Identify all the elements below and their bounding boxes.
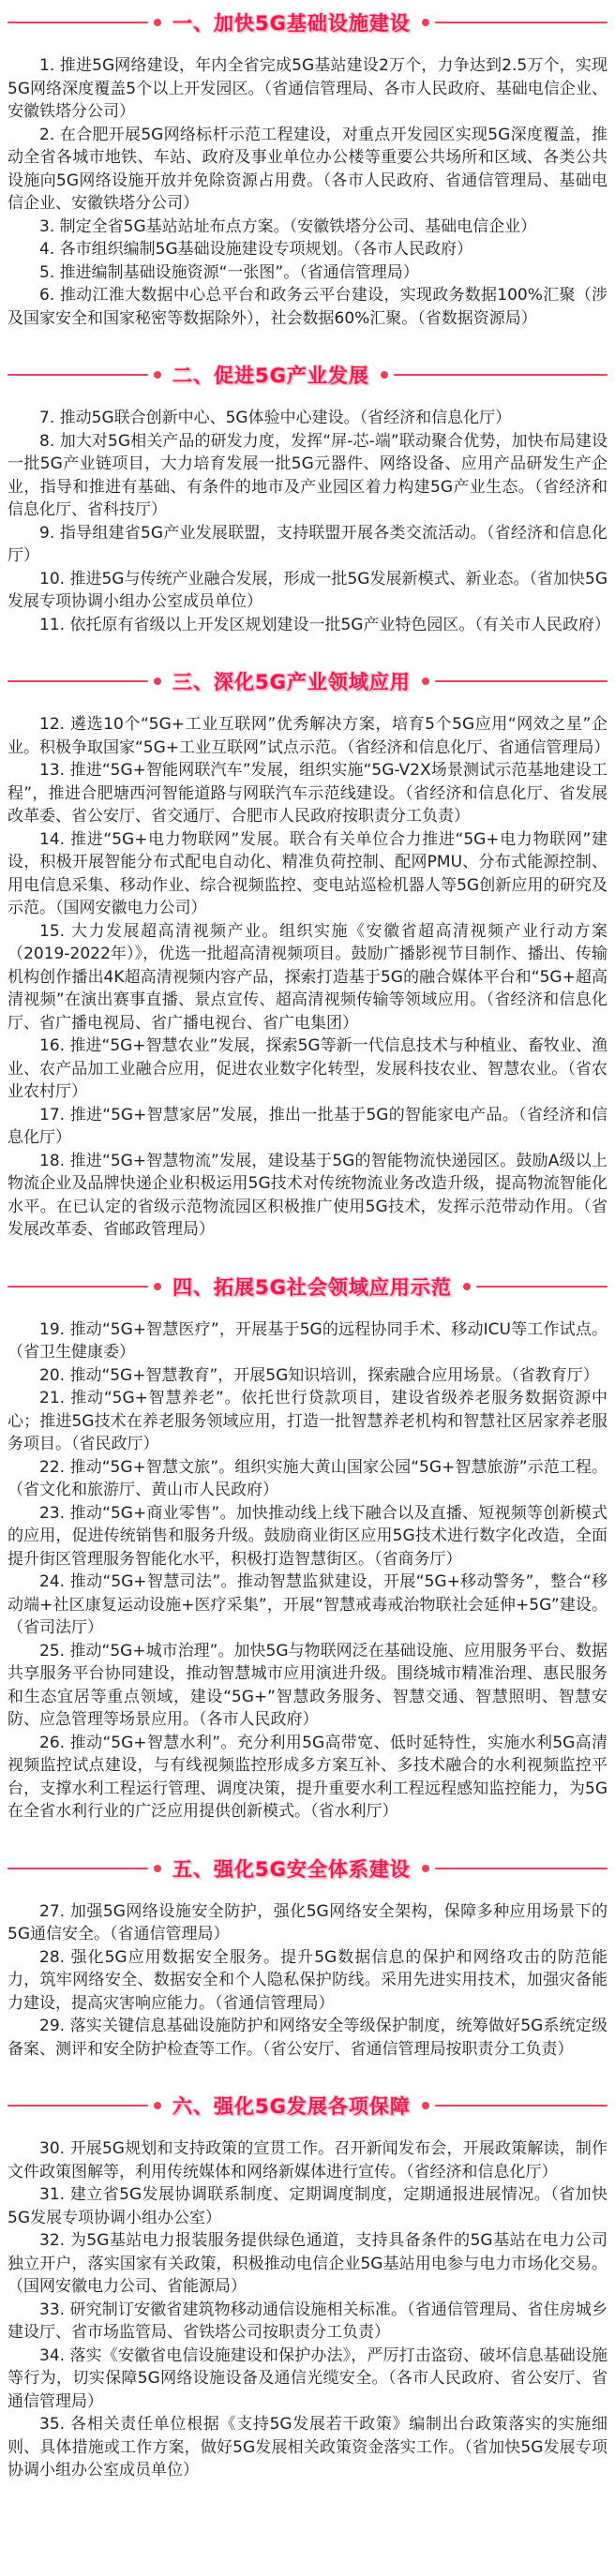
policy-item: 35. 各相关责任单位根据《支持5G发展若干政策》编制出台政策落实的实施细则、具体措施或工作方案，做好5G发展相关政策资金落实工作。（省加快5G发展专项协调小组办公室成员单位） xyxy=(8,2415,608,2479)
policy-item: 29. 落实关键信息基础设施防护和网络安全等级保护制度，统筹做好5G系统定级备案、测评和安全防护检查等工作。（省公安厅、省通信管理局按职责分工负责） xyxy=(8,2017,608,2059)
policy-item: 14. 推进“5G+电力物联网”发展。联合有关单位合力推进“5G+电力物联网”建设，积极开展智能分布式配电自动化、精准负荷控制、配网PMU、分布式能源控制、用电信息采集、移动作业、综合视频监控、变电站巡检机器人等5G创新应用的研究及示范。（国网安徽电力公司） xyxy=(8,829,608,917)
policy-item: 2. 在合肥开展5G网络标杆示范工程建设，对重点开发园区实现5G深度覆盖，推动全省各城市地铁、车站、政府及事业单位办公楼等重要公共场所和区域、各类公共设施向5G网络设施开放并免除资源占用费。（各市人民政府、省通信管理局、基础电信企业、安徽铁塔分公司） xyxy=(8,125,608,213)
policy-item: 23. 推动“5G+商业零售”。加快推动线上线下融合以及直播、短视频等创新模式的应用，促进传统销售和服务升级。鼓励商业街区应用5G技术进行数字化改造，全面提升街区管理服务智能化水平，积极打造智慧街区。（省商务厅） xyxy=(8,1503,608,1569)
section-items xyxy=(8,54,608,330)
header-rule-right xyxy=(476,1286,608,1288)
header-dot-icon xyxy=(422,19,429,26)
policy-item: 21. 推动“5G+智慧养老”。依托世行贷款项目，建设省级养老服务数据资源中心；推进5G技术在养老服务领域应用，打造一批智慧养老机构和智慧社区居家养老服务项目。（省民政厅） xyxy=(8,1389,608,1453)
policy-item: 13. 推进“5G+智能网联汽车”发展，组织实施“5G-V2X场景测试示范基地建设工程”，推进合肥塘西河智能道路与网联汽车示范线建设。（省经济和信息化厅、省发展改革委、省公安厅、省交通厅、合肥市人民政府按职责分工负责） xyxy=(8,761,608,826)
header-rule-right xyxy=(435,2105,608,2107)
policy-item: 3. 制定全省5G基站站址布点方案。（安徽铁塔分公司、基础电信企业） xyxy=(39,216,537,236)
policy-item: 28. 强化5G应用数据安全服务。提升5G数据信息的保护和网络攻击的防范能力，筑牢网络安全、数据安全和个人隐私保护防线。采用先进实用技术，加强灾备能力建设，提高灾害响应能力。（省通信管理局） xyxy=(8,1947,608,2013)
policy-item: 25. 推动“5G+城市治理”。加快5G与物联网泛在基础设施、应用服务平台、数据共享服务平台协同建设，推动智慧城市应用演进升级。围绕城市精准治理、惠民服务和生态宜居等重点领域，建设“5G+”智慧政务服务、智慧交通、智慧照明、智慧安防、应急管理等场景应用。（各市人民政府） xyxy=(8,1641,608,1729)
policy-item: 7. 推动5G联合创新中心、5G体验中心建设。（省经济和信息化厅） xyxy=(39,409,512,427)
header-dot-icon xyxy=(154,19,161,26)
policy-item: 11. 依托原有省级以上开发区规划建设一批5G产业特色园区。（有关市人民政府） xyxy=(39,615,610,634)
policy-item: 26. 推动“5G+智慧水利”。充分利用5G高带宽、低时延特性，实施水利5G高清视频监控试点建设，与有线视频监控形成多方案互补、多技术融合的水利视频监控平台，支撑水利工程运行管理、调度决策，提升重要水利工程远程感知监控能力，为5G在全省水利行业的广泛应用提供创新模式。（省水利厅） xyxy=(8,1733,608,1821)
section-header xyxy=(8,362,608,388)
section-header xyxy=(8,1855,608,1882)
header-rule-left xyxy=(8,374,148,376)
header-dot-icon xyxy=(381,371,388,379)
header-dot-icon xyxy=(154,678,161,685)
policy-item: 22. 推动“5G+智慧文旅”。组织实施大黄山国家公园“5G+智慧旅游”示范工程。（省文化和旅游厅、黄山市人民政府） xyxy=(8,1457,608,1499)
header-rule-right xyxy=(394,374,608,376)
header-rule-right xyxy=(435,680,608,682)
section-title: 五、强化5G安全体系建设 xyxy=(172,1857,411,1881)
header-rule-left xyxy=(8,1286,148,1288)
policy-item: 16. 推进“5G+智慧农业”发展，探索5G等新一代信息技术与种植业、畜牧业、渔业、农产品加工业融合应用，促进农业数字化转型，发展科技农业、智慧农业。（省农业农村厅） xyxy=(8,1036,608,1101)
section-items xyxy=(8,2137,608,2482)
policy-item: 1. 推进5G网络建设，年内全省完成5G基站建设2万个，力争达到2.5万个，实现5G网络深度覆盖5个以上开发园区。（省通信管理局、各市人民政府、基础电信企业、安徽铁塔分公司） xyxy=(8,56,608,121)
policy-item: 33. 研究制订安徽省建筑物移动通信设施相关标准。（省通信管理局、省住房城乡建设厅、省市场监管局、省铁塔公司按职责分工负责） xyxy=(8,2300,608,2342)
policy-item: 8. 加大对5G相关产品的研发力度，发挥“屏-芯-端”联动聚合优势，加快布局建设一批5G产业链项目，大力培育发展一批5G元器件、网络设备、应用产品研发生产企业，指导和推进有基础、有条件的地市及产业园区着力构建5G产业生态。（省经济和信息化厅、省科技厅） xyxy=(8,431,608,519)
section-title: 四、拓展5G社会领域应用示范 xyxy=(172,1275,452,1299)
section-header xyxy=(8,1273,608,1300)
policy-section xyxy=(8,1855,608,2062)
section-header xyxy=(8,2092,608,2119)
policy-item: 9. 指导组建省5G产业发展联盟，支持联盟开展各类交流活动。（省经济和信息化厅） xyxy=(8,523,608,565)
header-dot-icon xyxy=(154,1283,161,1290)
section-header xyxy=(8,668,608,694)
header-dot-icon xyxy=(422,678,429,685)
policy-item: 27. 加强5G网络设施安全防护，强化5G网络安全架构，保障多种应用场景下的5G通信安全。（省通信管理局） xyxy=(8,1901,608,1943)
policy-item: 31. 建立省5G发展协调联系制度、定期调度制度，定期通报进展情况。（省加快5G发展专项协调小组办公室） xyxy=(8,2185,608,2227)
header-dot-icon xyxy=(154,2102,161,2109)
header-rule-left xyxy=(8,1868,148,1869)
section-title: 六、强化5G发展各项保障 xyxy=(172,2095,411,2118)
policy-item: 12. 遴选10个“5G+工业互联网”优秀解决方案，培育5个5G应用“网效之星”企业。积极争取国家“5G+工业互联网”试点示范。（省经济和信息化厅、省通信管理局） xyxy=(8,715,610,757)
policy-item: 34. 落实《安徽省电信设施建设和保护办法》，严厉打击盗窃、破坏信息基础设施等行为，切实保障5G网络设施设备及通信光缆安全。（各市人民政府、省公安厅、省通信管理局） xyxy=(8,2345,608,2411)
section-title: 三、深化5G产业领域应用 xyxy=(172,671,411,693)
section-title: 二、促进5G产业发展 xyxy=(172,365,369,387)
policy-section xyxy=(8,362,608,636)
section-items xyxy=(8,407,608,636)
policy-item: 4. 各市组织编制5G基础设施建设专项规划。（各市人民政府） xyxy=(39,240,473,259)
header-rule-left xyxy=(8,680,148,682)
policy-item: 17. 推进“5G+智慧家居”发展，推出一批基于5G的智能家电产品。（省经济和信息化厅） xyxy=(8,1105,608,1147)
header-dot-icon xyxy=(422,1865,429,1872)
policy-section xyxy=(8,668,608,1242)
section-items xyxy=(8,713,608,1242)
policy-section xyxy=(8,2092,608,2482)
policy-item: 32. 为5G基站电力报装服务提供绿色通道，支持具备条件的5G基站在电力公司独立开户，落实国家有关政策，积极推动电信企业5G基站用电参与电力市场化交易。（国网安徽电力公司、省能源局） xyxy=(8,2231,608,2296)
section-title: 一、加快5G基础设施建设 xyxy=(172,12,411,35)
header-rule-right xyxy=(435,1868,608,1869)
policy-item: 6. 推动江淮大数据中心总平台和政务云平台建设，实现政务数据100%汇聚（涉及国家安全和国家秘密等数据除外），社会数据60%汇聚。（省数据资源局） xyxy=(8,286,608,328)
policy-item: 5. 推进编制基础设施资源“一张图”。（省通信管理局） xyxy=(39,262,419,282)
policy-section xyxy=(8,9,608,330)
policy-item: 24. 推动“5G+智慧司法”。推动智慧监狱建设，开展“5G+移动警务”，整合“移动端+社区康复运动设施+医疗采集”，开展“智慧戒毒戒治物联社会延伸+5G”建设。（省司法厅） xyxy=(8,1572,608,1637)
section-items xyxy=(8,1318,608,1824)
header-dot-icon xyxy=(463,1283,471,1290)
header-dot-icon xyxy=(154,371,161,379)
section-header xyxy=(8,9,608,36)
section-items xyxy=(8,1900,608,2062)
header-dot-icon xyxy=(154,1865,161,1872)
header-rule-right xyxy=(435,22,608,23)
policy-item: 30. 开展5G规划和支持政策的宣贯工作。召开新闻发布会，开展政策解读，制作文件政策图解等，利用传统媒体和网络新媒体进行宣传。（省经济和信息化厅） xyxy=(8,2139,608,2181)
policy-item: 15. 大力发展超高清视频产业。组织实施《安徽省超高清视频产业行动方案（2019-2022年）》，优选一批超高清视频项目。鼓励广播影视节目制作、播出、传输机构创作播出4K超高清视频内容产品，探索打造基于5G的融合媒体平台和“5G+超高清视频”在演出赛事直播、景点宣传、超高清视频传输等领域应用。（省经济和信息化厅、省广播电视局、省广播电视台、省广电集团） xyxy=(8,921,608,1033)
policy-item: 20. 推动“5G+智慧教育”，开展5G知识培训，探索融合应用场景。（省教育厅） xyxy=(39,1365,599,1385)
policy-item: 10. 推进5G与传统产业融合发展，形成一批5G发展新模式、新业态。（省加快5G发展专项协调小组办公室成员单位） xyxy=(8,569,608,611)
header-rule-left xyxy=(8,22,148,23)
policy-item: 18. 推进“5G+智慧物流”发展，建设基于5G的智能物流快递园区。鼓励A级以上物流企业及品牌快递企业积极运用5G技术对传统物流业务改造升级，提高物流智能化水平。在已认定的省级示范物流园区积极推广使用5G技术，发挥示范带动作用。（省发展改革委、省邮政管理局） xyxy=(8,1151,608,1239)
header-dot-icon xyxy=(422,2102,429,2109)
policy-item: 19. 推动“5G+智慧医疗”，开展基于5G的远程协同手术、移动ICU等工作试点。（省卫生健康委） xyxy=(8,1319,608,1362)
header-rule-left xyxy=(8,2105,148,2107)
policy-section xyxy=(8,1273,608,1824)
